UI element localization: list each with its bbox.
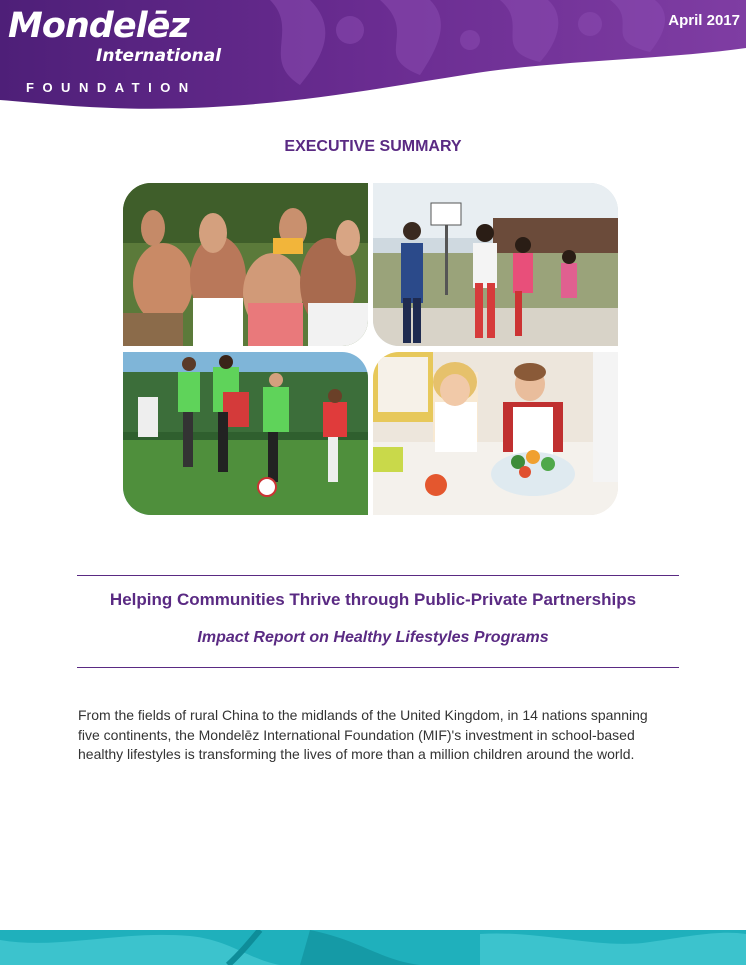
children-playing-soccer-photo bbox=[123, 352, 368, 515]
logo-wordmark: Mondelēz bbox=[8, 6, 189, 46]
report-date: April 2017 bbox=[668, 12, 740, 29]
section-title: EXECUTIVE SUMMARY bbox=[284, 138, 462, 155]
logo-foundation-label: FOUNDATION bbox=[26, 80, 197, 95]
footer-wave bbox=[0, 930, 746, 965]
headline-bottom-rule bbox=[77, 667, 679, 668]
footer-banner bbox=[0, 930, 746, 965]
children-cooking-vegetables-photo bbox=[373, 352, 618, 515]
report-headline: Helping Communities Thrive through Public-Private Partnerships bbox=[109, 590, 637, 609]
children-dancing-schoolyard-photo bbox=[373, 183, 618, 346]
logo-subtitle: International bbox=[96, 46, 222, 66]
report-subheadline: Impact Report on Healthy Lifestyles Programs bbox=[197, 629, 549, 646]
header-banner bbox=[0, 0, 746, 112]
intro-paragraph: From the fields of rural China to the midlands of the United Kingdom, in 14 nations spanning five continents, the Mondelēz International Foundation (MIF)'s investment in school-based healthy lifestyles is transforming the lives of more than a million children around the world. bbox=[78, 707, 648, 762]
photo-collage bbox=[123, 183, 618, 515]
headline-top-rule bbox=[77, 575, 679, 576]
children-waving-photo bbox=[123, 183, 368, 346]
